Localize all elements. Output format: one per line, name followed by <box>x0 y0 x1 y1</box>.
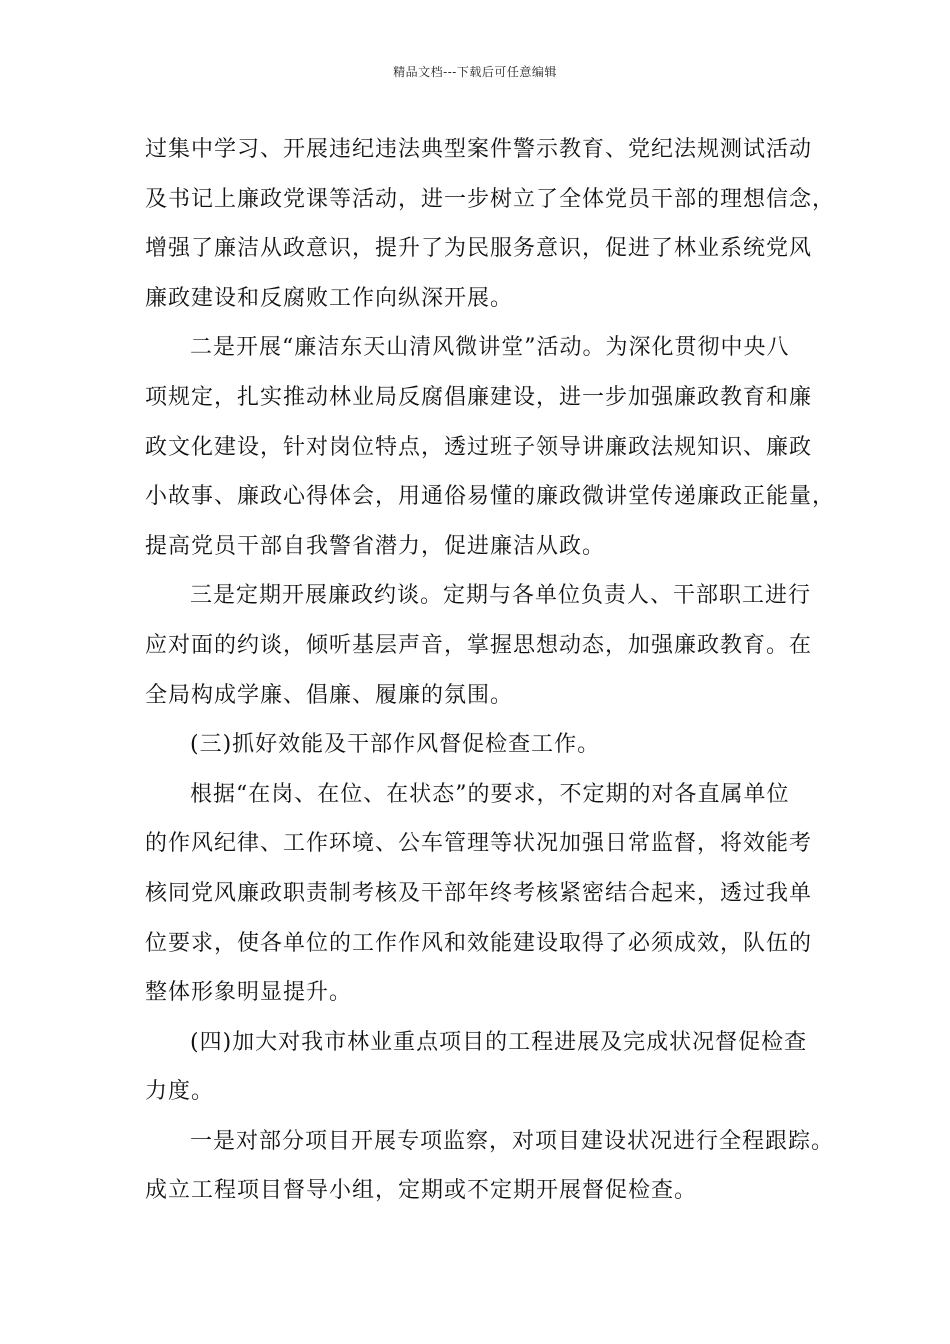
paragraph-1 <box>145 125 836 323</box>
paragraph-2 <box>145 323 836 571</box>
text-line: 力度。 <box>145 1079 215 1105</box>
text-line: 整体形象明显提升。 <box>145 980 353 1006</box>
paragraph-4 <box>145 770 813 1018</box>
text-line: 应对面的约谈，倾听基层声音，掌握思想动态，加强廉政教育。在 <box>145 632 813 658</box>
text-line: 提高党员干部自我警省潜力，促进廉洁从政。 <box>145 533 606 559</box>
text-line: 一是对部分项目开展专项监察，对项目建设状况进行全程跟踪。 <box>190 1128 835 1154</box>
text-line: 的作风纪律、工作环境、公车管理等状况加强日常监督，将效能考 <box>145 831 813 857</box>
paragraph-3 <box>145 571 813 720</box>
text-line: (四)加大对我市林业重点项目的工程进展及完成状况督促检查 <box>190 1029 808 1055</box>
section-heading-3 <box>145 720 809 770</box>
text-line: 及书记上廉政党课等活动，进一步树立了全体党员干部的理想信念， <box>145 186 836 212</box>
text-line: 增强了廉洁从政意识，提升了为民服务意识，促进了林业系统党风 <box>145 236 813 262</box>
text-line: 小故事、廉政心得体会，用通俗易懂的廉政微讲堂传递廉政正能量， <box>145 484 836 510</box>
text-line: 全局构成学廉、倡廉、履廉的氛围。 <box>145 682 514 708</box>
document-body <box>145 125 836 1216</box>
section-heading-4 <box>145 1018 809 1117</box>
text-line: 位要求，使各单位的工作作风和效能建设取得了必须成效，队伍的 <box>145 930 813 956</box>
text-line: 二是开展“廉洁东天山清风微讲堂”活动。为深化贯彻中央八 <box>190 335 790 361</box>
text-line: 项规定，扎实推动林业局反腐倡廉建设，进一步加强廉政教育和廉 <box>145 384 813 410</box>
text-line: 成立工程项目督导小组，定期或不定期开展督促检查。 <box>145 1178 698 1204</box>
text-line: 三是定期开展廉政约谈。定期与各单位负责人、干部职工进行 <box>190 583 812 609</box>
page-header: 精品文档---下载后可任意编辑 <box>393 65 557 79</box>
text-line: 廉政建设和反腐败工作向纵深开展。 <box>145 285 514 311</box>
text-line: 过集中学习、开展违纪违法典型案件警示教育、党纪法规测试活动 <box>145 137 813 162</box>
text-line: (三)抓好效能及干部作风督促检查工作。 <box>190 732 601 758</box>
text-line: 根据“在岗、在位、在状态”的要求，不定期的对各直属单位 <box>190 781 790 807</box>
text-line: 核同党风廉政职责制考核及干部年终考核紧密结合起来，透过我单 <box>145 880 813 906</box>
text-line: 政文化建设，针对岗位特点，透过班子领导讲廉政法规知识、廉政 <box>145 434 813 460</box>
paragraph-5 <box>145 1117 835 1216</box>
